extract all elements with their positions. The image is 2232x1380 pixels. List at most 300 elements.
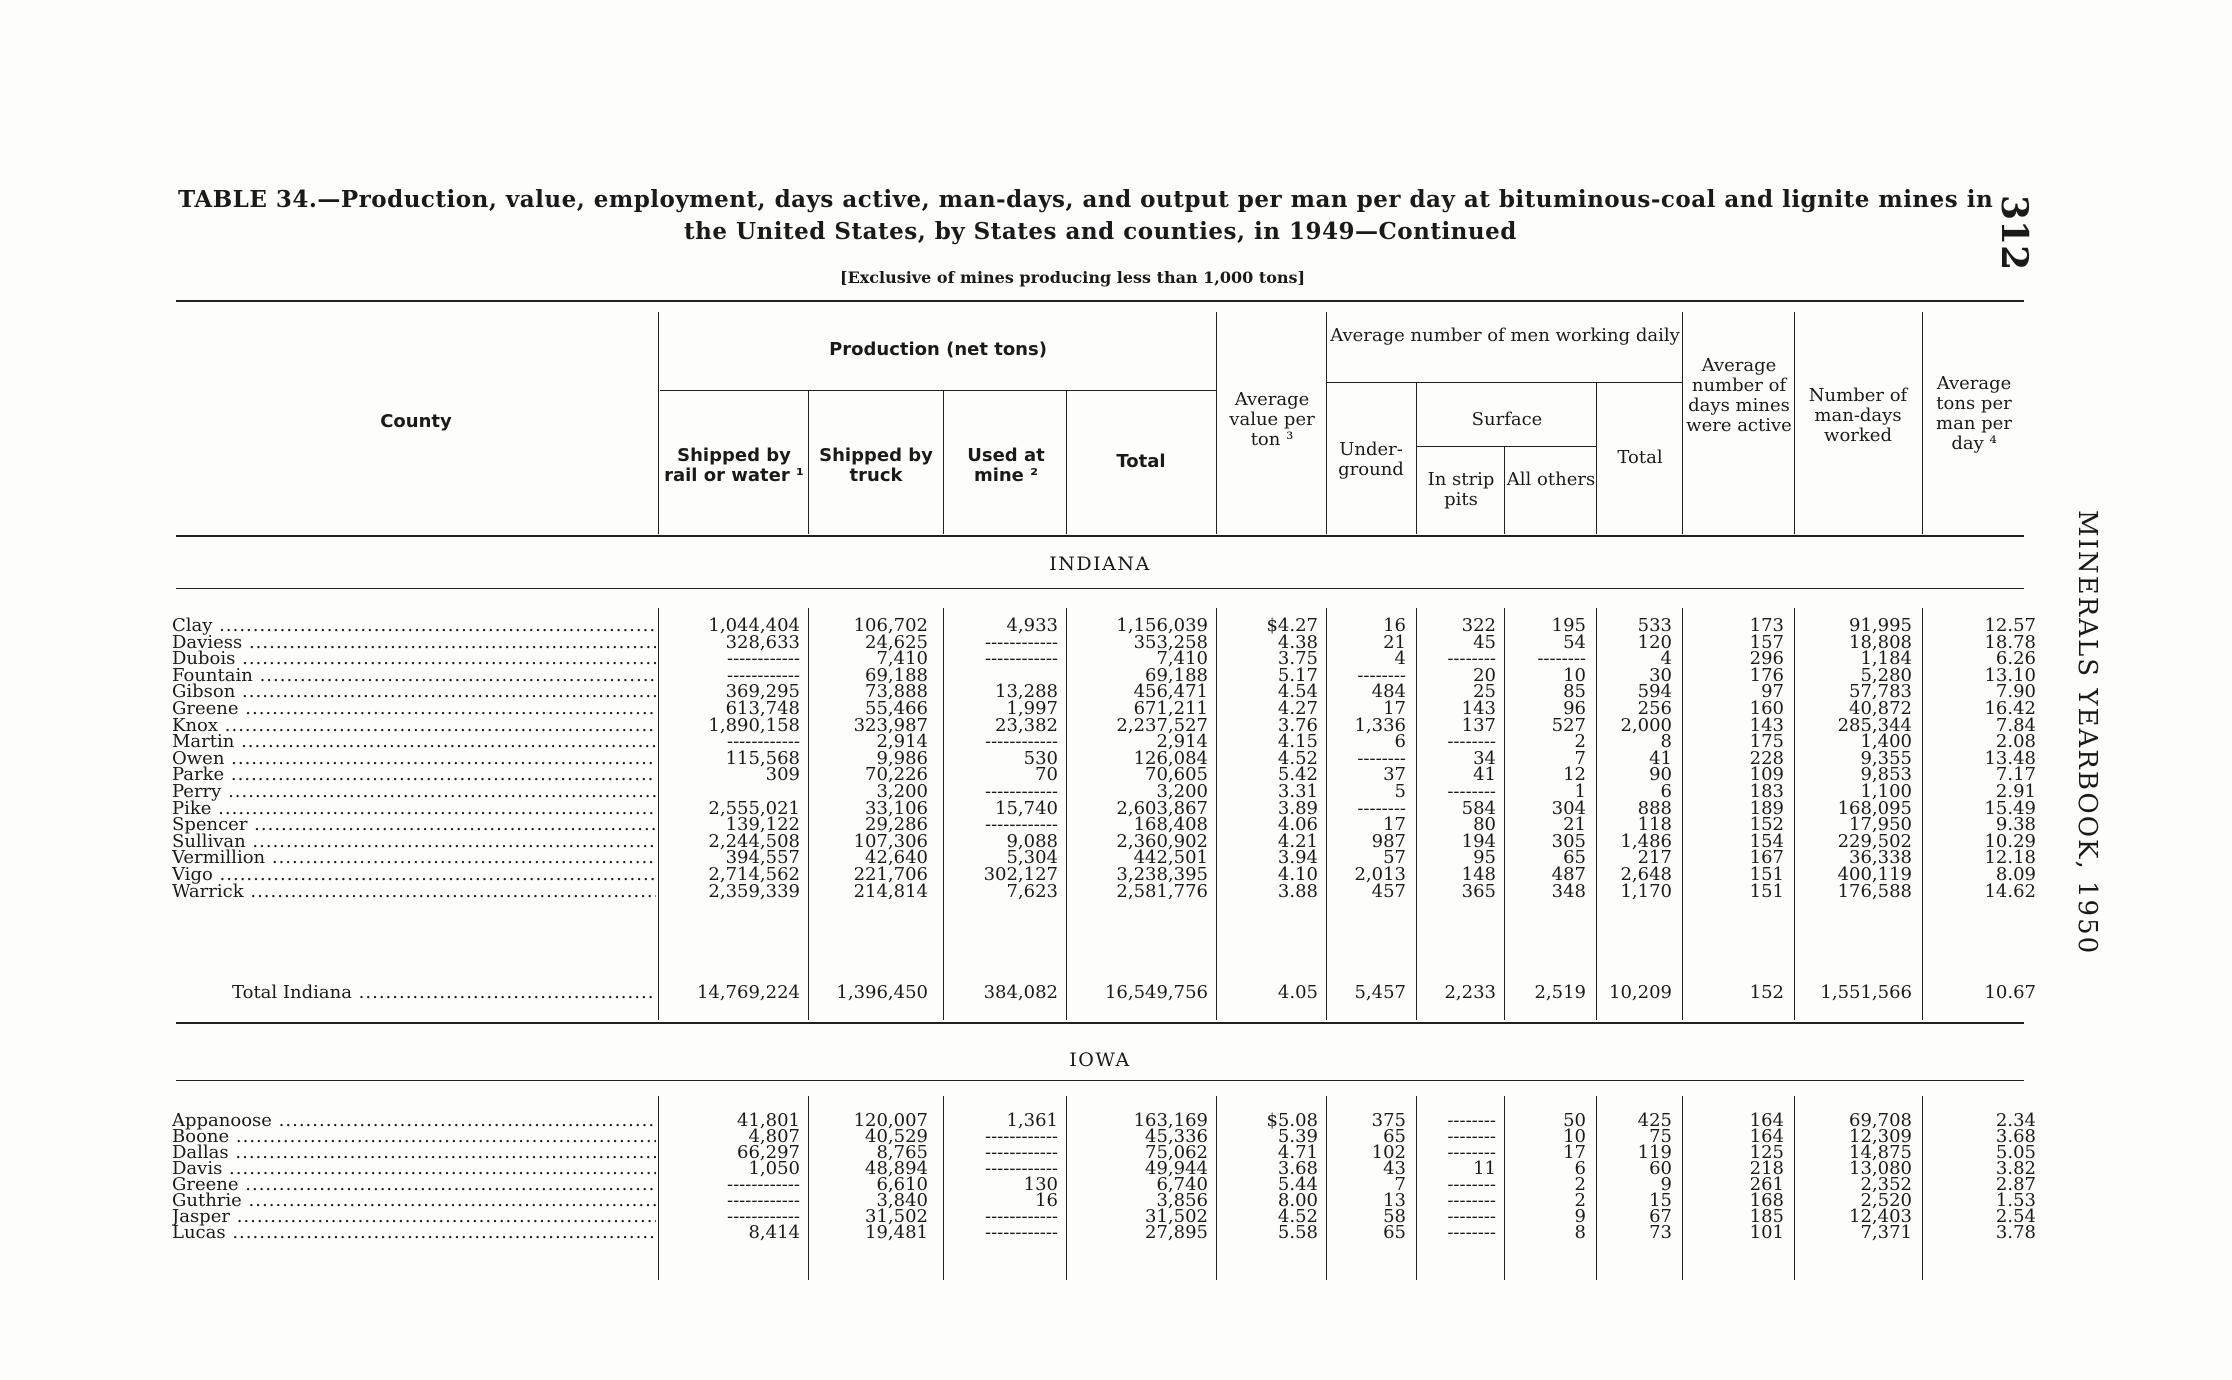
cell-rail: ------------: [727, 1174, 800, 1195]
cell-value: 4.71: [1277, 1142, 1318, 1163]
cell-truck: 2,914: [876, 731, 928, 752]
cell-mine: ------------: [985, 731, 1058, 752]
header-bottom-rule: [176, 535, 2024, 537]
cell-others: 10: [1563, 665, 1586, 686]
cell-rail: 394,557: [725, 847, 800, 868]
surface-group-header: Surface: [1471, 409, 1543, 430]
cell-tons: 12.57: [1984, 615, 2036, 636]
page-number: 312: [1993, 195, 2035, 271]
cell-total: 163,169: [1133, 1110, 1208, 1131]
cell-men: 4: [1660, 648, 1672, 669]
cell-total: 2,360,902: [1116, 831, 1208, 852]
cell-tons: 7.84: [1995, 715, 2036, 736]
county-name: Davis .....: [172, 1159, 656, 1179]
cell-tons: 8.09: [1995, 864, 2036, 885]
cell-men: 9: [1660, 1174, 1672, 1195]
cell-days: 176: [1749, 665, 1784, 686]
cell-mandays: 1,551,566: [1820, 982, 1912, 1003]
cell-value: 4.21: [1277, 831, 1318, 852]
cell-rail: ------------: [727, 731, 800, 752]
cell-men: 41: [1649, 748, 1672, 769]
cell-rail: 8,414: [748, 1222, 800, 1243]
county-name: Clay .....: [172, 616, 656, 636]
all-others-header: All others: [1506, 469, 1596, 490]
cell-tons: 18.78: [1984, 632, 2036, 653]
cell-days: 168: [1749, 1190, 1784, 1211]
header-col-sep: [1922, 312, 1923, 534]
county-name: Guthrie .....: [172, 1191, 656, 1211]
cell-men: 67: [1649, 1206, 1672, 1227]
cell-others: 6: [1574, 1158, 1586, 1179]
cell-truck: 33,106: [865, 798, 928, 819]
cell-under: 57: [1383, 847, 1406, 868]
cell-under: 37: [1383, 764, 1406, 785]
cell-others: 54: [1563, 632, 1586, 653]
cell-under: 7: [1394, 1174, 1406, 1195]
production-total-header: Total: [1116, 451, 1166, 472]
cell-rail: 1,044,404: [708, 615, 800, 636]
cell-strip: --------: [1447, 781, 1496, 802]
cell-men: 10,209: [1609, 982, 1672, 1003]
cell-tons: 2.91: [1995, 781, 2036, 802]
cell-mandays: 12,309: [1849, 1126, 1912, 1147]
county-name: Spencer .....: [172, 815, 656, 835]
cell-days: 152: [1749, 982, 1784, 1003]
county-name: Warrick .....: [172, 882, 656, 902]
cell-mine: 7,623: [1006, 881, 1058, 902]
cell-rail: 328,633: [725, 632, 800, 653]
cell-under: 5,457: [1354, 982, 1406, 1003]
county-name: Vermillion .....: [172, 848, 656, 868]
cell-mine: 384,082: [983, 982, 1058, 1003]
cell-value: 5.58: [1277, 1222, 1318, 1243]
cell-mine: 13,288: [995, 681, 1058, 702]
cell-truck: 42,640: [865, 847, 928, 868]
cell-days: 157: [1749, 632, 1784, 653]
cell-strip: 20: [1473, 665, 1496, 686]
cell-truck: 24,625: [865, 632, 928, 653]
cell-strip: 45: [1473, 632, 1496, 653]
cell-men: 90: [1649, 764, 1672, 785]
county-name: Boone .....: [172, 1127, 656, 1147]
cell-others: 21: [1563, 814, 1586, 835]
cell-tons: 2.08: [1995, 731, 2036, 752]
cell-mandays: 36,338: [1849, 847, 1912, 868]
cell-days: 152: [1749, 814, 1784, 835]
men-group-header: Average number of men working daily: [1330, 325, 1680, 346]
cell-rail: ------------: [727, 648, 800, 669]
cell-truck: 3,840: [876, 1190, 928, 1211]
cell-tons: 13.10: [1984, 665, 2036, 686]
cell-truck: 73,888: [865, 681, 928, 702]
cell-rail: 2,714,562: [708, 864, 800, 885]
cell-days: 160: [1749, 698, 1784, 719]
cell-under: 16: [1383, 615, 1406, 636]
cell-rail: 309: [765, 764, 800, 785]
cell-mine: 5,304: [1006, 847, 1058, 868]
cell-value: 3.76: [1277, 715, 1318, 736]
county-name: Owen .....: [172, 749, 656, 769]
cell-mandays: 2,520: [1860, 1190, 1912, 1211]
cell-under: 21: [1383, 632, 1406, 653]
cell-total: 2,914: [1156, 731, 1208, 752]
cell-truck: 48,894: [865, 1158, 928, 1179]
cell-days: 173: [1749, 615, 1784, 636]
cell-mandays: 2,352: [1860, 1174, 1912, 1195]
cell-mandays: 9,355: [1860, 748, 1912, 769]
cell-days: 228: [1749, 748, 1784, 769]
cell-days: 167: [1749, 847, 1784, 868]
cell-strip: 365: [1461, 881, 1496, 902]
cell-mandays: 1,400: [1860, 731, 1912, 752]
header-col-sep: [1794, 312, 1795, 534]
header-col-sep: [658, 312, 659, 534]
cell-truck: 323,987: [853, 715, 928, 736]
cell-truck: 214,814: [853, 881, 928, 902]
avg-days-header: Average number of days mines were active: [1686, 355, 1792, 436]
table-title-line-1: TABLE 34.—Production, value, employment, days active, man-days, and output per man per day at bituminous-coal and lignite mines in: [178, 186, 1994, 213]
cell-under: 5: [1394, 781, 1406, 802]
cell-total: 69,188: [1145, 665, 1208, 686]
cell-value: 3.31: [1277, 781, 1318, 802]
cell-under: --------: [1357, 665, 1406, 686]
cell-men: 60: [1649, 1158, 1672, 1179]
cell-mandays: 9,853: [1860, 764, 1912, 785]
cell-mandays: 1,100: [1860, 781, 1912, 802]
county-name: Martin .....: [172, 732, 656, 752]
cell-strip: --------: [1447, 1206, 1496, 1227]
cell-under: 43: [1383, 1158, 1406, 1179]
cell-truck: 106,702: [853, 615, 928, 636]
cell-days: 164: [1749, 1126, 1784, 1147]
header-col-sep: [1682, 312, 1683, 534]
cell-rail: 4,807: [748, 1126, 800, 1147]
county-name: Greene .....: [172, 699, 656, 719]
cell-total: 70,605: [1145, 764, 1208, 785]
cell-others: --------: [1537, 648, 1586, 669]
cell-mine: ------------: [985, 781, 1058, 802]
cell-others: 50: [1563, 1110, 1586, 1131]
cell-men: 118: [1637, 814, 1672, 835]
cell-days: 296: [1749, 648, 1784, 669]
cell-tons: 7.90: [1995, 681, 2036, 702]
iowa-top-rule: [176, 1022, 2024, 1024]
cell-strip: --------: [1447, 1126, 1496, 1147]
cell-total: 126,084: [1133, 748, 1208, 769]
cell-mandays: 1,184: [1860, 648, 1912, 669]
cell-tons: 2.54: [1995, 1206, 2036, 1227]
cell-mandays: 13,080: [1849, 1158, 1912, 1179]
table-row: [0, 1223, 2232, 1243]
cell-truck: 31,502: [865, 1206, 928, 1227]
cell-under: 987: [1371, 831, 1406, 852]
cell-under: --------: [1357, 748, 1406, 769]
cell-mine: 16: [1035, 1190, 1058, 1211]
cell-days: 151: [1749, 864, 1784, 885]
cell-others: 2: [1574, 1174, 1586, 1195]
cell-tons: 16.42: [1984, 698, 2036, 719]
cell-days: 154: [1749, 831, 1784, 852]
cell-value: 3.94: [1277, 847, 1318, 868]
cell-mandays: 168,095: [1837, 798, 1912, 819]
cell-men: 533: [1637, 615, 1672, 636]
avg-tons-header: Average tons per man per day ⁴: [1936, 373, 2012, 454]
state-heading-indiana: INDIANA: [1049, 553, 1151, 575]
cell-mine: ------------: [985, 632, 1058, 653]
cell-truck: 3,200: [876, 781, 928, 802]
cell-mine: 302,127: [983, 864, 1058, 885]
men-total-header: Total: [1617, 447, 1663, 468]
cell-value: 4.27: [1277, 698, 1318, 719]
cell-mandays: 69,708: [1849, 1110, 1912, 1131]
cell-tons: 6.26: [1995, 648, 2036, 669]
cell-under: 65: [1383, 1222, 1406, 1243]
shipped-rail-header: Shipped by rail or water ¹: [664, 445, 804, 486]
running-head: MINERALS YEARBOOK, 1950: [2072, 510, 2102, 956]
cell-rail: ------------: [727, 1190, 800, 1211]
cell-men: 73: [1649, 1222, 1672, 1243]
cell-strip: 584: [1461, 798, 1496, 819]
cell-strip: 80: [1473, 814, 1496, 835]
cell-strip: 34: [1473, 748, 1496, 769]
cell-value: 4.15: [1277, 731, 1318, 752]
cell-others: 10: [1563, 1126, 1586, 1147]
cell-under: 58: [1383, 1206, 1406, 1227]
cell-men: 256: [1637, 698, 1672, 719]
men-header-rule: [1326, 382, 1682, 383]
cell-mandays: 285,344: [1837, 715, 1912, 736]
cell-others: 65: [1563, 847, 1586, 868]
county-name: Dallas .....: [172, 1143, 656, 1163]
cell-mine: ------------: [985, 1222, 1058, 1243]
cell-total: 3,238,395: [1116, 864, 1208, 885]
table-subtitle: [Exclusive of mines producing less than 1,000 tons]: [840, 268, 1306, 287]
cell-mine: ------------: [985, 1142, 1058, 1163]
cell-days: 164: [1749, 1110, 1784, 1131]
cell-days: 183: [1749, 781, 1784, 802]
cell-truck: 7,410: [876, 648, 928, 669]
cell-men: 425: [1637, 1110, 1672, 1131]
cell-mine: 15,740: [995, 798, 1058, 819]
cell-tons: 7.17: [1995, 764, 2036, 785]
cell-mandays: 176,588: [1837, 881, 1912, 902]
cell-strip: 2,233: [1444, 982, 1496, 1003]
cell-under: 2,013: [1354, 864, 1406, 885]
cell-rail: 2,555,021: [708, 798, 800, 819]
cell-men: 2,648: [1620, 864, 1672, 885]
production-header-rule: [660, 390, 1216, 391]
cell-others: 9: [1574, 1206, 1586, 1227]
cell-others: 304: [1551, 798, 1586, 819]
cell-value: 8.00: [1277, 1190, 1318, 1211]
cell-others: 1: [1574, 781, 1586, 802]
cell-strip: 11: [1473, 1158, 1496, 1179]
cell-others: 305: [1551, 831, 1586, 852]
cell-total: 27,895: [1145, 1222, 1208, 1243]
shipped-truck-header: Shipped by truck: [819, 445, 933, 486]
cell-tons: 12.18: [1984, 847, 2036, 868]
cell-men: 2,000: [1620, 715, 1672, 736]
cell-strip: 148: [1461, 864, 1496, 885]
cell-value: 4.05: [1277, 982, 1318, 1003]
cell-under: 1,336: [1354, 715, 1406, 736]
cell-rail: 1,890,158: [708, 715, 800, 736]
county-name: Jasper .....: [172, 1207, 656, 1227]
cell-others: 17: [1563, 1142, 1586, 1163]
cell-total: 1,156,039: [1116, 615, 1208, 636]
cell-total: 456,471: [1133, 681, 1208, 702]
cell-men: 594: [1637, 681, 1672, 702]
cell-value: 4.38: [1277, 632, 1318, 653]
cell-days: 261: [1749, 1174, 1784, 1195]
cell-under: 17: [1383, 698, 1406, 719]
cell-under: 484: [1371, 681, 1406, 702]
cell-under: 6: [1394, 731, 1406, 752]
cell-men: 6: [1660, 781, 1672, 802]
county-name: Lucas .....: [172, 1223, 656, 1243]
cell-tons: 13.48: [1984, 748, 2036, 769]
county-name: Knox .....: [172, 716, 656, 736]
cell-total: 3,200: [1156, 781, 1208, 802]
cell-total: 49,944: [1145, 1158, 1208, 1179]
cell-value: $5.08: [1266, 1110, 1318, 1131]
county-name: Appanoose .....: [172, 1111, 656, 1131]
cell-mandays: 14,875: [1849, 1142, 1912, 1163]
county-name: Vigo .....: [172, 865, 656, 885]
cell-truck: 6,610: [876, 1174, 928, 1195]
header-col-sep: [1596, 382, 1597, 534]
cell-truck: 69,188: [865, 665, 928, 686]
cell-mandays: 400,119: [1837, 864, 1912, 885]
cell-truck: 40,529: [865, 1126, 928, 1147]
cell-under: 4: [1394, 648, 1406, 669]
cell-truck: 70,226: [865, 764, 928, 785]
header-col-sep: [1504, 446, 1505, 534]
cell-tons: 5.05: [1995, 1142, 2036, 1163]
cell-tons: 3.82: [1995, 1158, 2036, 1179]
cell-truck: 55,466: [865, 698, 928, 719]
cell-mine: 9,088: [1006, 831, 1058, 852]
cell-mine: 4,933: [1006, 615, 1058, 636]
strip-pits-header: In strip pits: [1427, 469, 1495, 510]
table-title-line-2: the United States, by States and counties, in 1949—Continued: [684, 218, 1517, 245]
cell-rail: 14,769,224: [696, 982, 800, 1003]
cell-rail: 139,122: [725, 814, 800, 835]
cell-others: 487: [1551, 864, 1586, 885]
production-group-header: Production (net tons): [829, 339, 1047, 360]
cell-rail: 115,568: [725, 748, 800, 769]
cell-rail: 1,050: [748, 1158, 800, 1179]
cell-value: 4.54: [1277, 681, 1318, 702]
cell-tons: 2.34: [1995, 1110, 2036, 1131]
cell-men: 120: [1637, 632, 1672, 653]
cell-days: 175: [1749, 731, 1784, 752]
cell-truck: 1,396,450: [836, 982, 928, 1003]
county-name: Greene .....: [172, 1175, 656, 1195]
cell-tons: 1.53: [1995, 1190, 2036, 1211]
cell-total: 75,062: [1145, 1142, 1208, 1163]
cell-strip: 41: [1473, 764, 1496, 785]
cell-truck: 9,986: [876, 748, 928, 769]
cell-men: 1,170: [1620, 881, 1672, 902]
cell-strip: --------: [1447, 1222, 1496, 1243]
cell-value: 5.39: [1277, 1126, 1318, 1147]
cell-days: 218: [1749, 1158, 1784, 1179]
cell-mine: 70: [1035, 764, 1058, 785]
cell-value: 4.06: [1277, 814, 1318, 835]
header-col-sep: [808, 390, 809, 534]
cell-days: 109: [1749, 764, 1784, 785]
cell-total: 45,336: [1145, 1126, 1208, 1147]
cell-others: 2: [1574, 731, 1586, 752]
cell-value: 5.17: [1277, 665, 1318, 686]
cell-men: 888: [1637, 798, 1672, 819]
county-header: County: [380, 411, 452, 432]
cell-rail: 369,295: [725, 681, 800, 702]
cell-tons: 9.38: [1995, 814, 2036, 835]
underground-header: Under-ground: [1338, 439, 1404, 480]
cell-others: 8: [1574, 1222, 1586, 1243]
cell-rail: 66,297: [737, 1142, 800, 1163]
cell-tons: 3.78: [1995, 1222, 2036, 1243]
cell-total: 168,408: [1133, 814, 1208, 835]
cell-days: 189: [1749, 798, 1784, 819]
cell-total: 16,549,756: [1104, 982, 1208, 1003]
cell-value: 4.52: [1277, 1206, 1318, 1227]
cell-men: 8: [1660, 731, 1672, 752]
cell-rail: 613,748: [725, 698, 800, 719]
cell-value: 3.68: [1277, 1158, 1318, 1179]
county-name: Perry .....: [172, 782, 656, 802]
avg-value-header: Average value per ton ³: [1229, 389, 1315, 450]
man-days-header: Number of man-days worked: [1808, 385, 1908, 446]
state-heading-iowa: IOWA: [1069, 1049, 1131, 1071]
county-name: Parke .....: [172, 765, 656, 785]
cell-tons: 15.49: [1984, 798, 2036, 819]
cell-strip: --------: [1447, 1190, 1496, 1211]
cell-days: 151: [1749, 881, 1784, 902]
cell-total: 6,740: [1156, 1174, 1208, 1195]
cell-mandays: 40,872: [1849, 698, 1912, 719]
county-name: Sullivan .....: [172, 832, 656, 852]
cell-total: 7,410: [1156, 648, 1208, 669]
county-name: Pike .....: [172, 799, 656, 819]
cell-total: 31,502: [1145, 1206, 1208, 1227]
cell-mandays: 7,371: [1860, 1222, 1912, 1243]
cell-days: 143: [1749, 715, 1784, 736]
cell-mandays: 12,403: [1849, 1206, 1912, 1227]
cell-strip: 137: [1461, 715, 1496, 736]
cell-mine: ------------: [985, 814, 1058, 835]
cell-others: 7: [1574, 748, 1586, 769]
cell-total: 353,258: [1133, 632, 1208, 653]
header-col-sep: [943, 390, 944, 534]
cell-others: 12: [1563, 764, 1586, 785]
cell-others: 85: [1563, 681, 1586, 702]
cell-mandays: 57,783: [1849, 681, 1912, 702]
surface-header-rule: [1416, 446, 1596, 447]
used-at-mine-header: Used at mine ²: [967, 445, 1045, 486]
cell-others: 2: [1574, 1190, 1586, 1211]
cell-tons: 14.62: [1984, 881, 2036, 902]
cell-mine: 130: [1023, 1174, 1058, 1195]
cell-mandays: 18,808: [1849, 632, 1912, 653]
cell-value: 4.52: [1277, 748, 1318, 769]
cell-total: 442,501: [1133, 847, 1208, 868]
cell-mandays: 91,995: [1849, 615, 1912, 636]
total-label: Total Indiana .....: [232, 983, 656, 1003]
county-name: Dubois .....: [172, 649, 656, 669]
